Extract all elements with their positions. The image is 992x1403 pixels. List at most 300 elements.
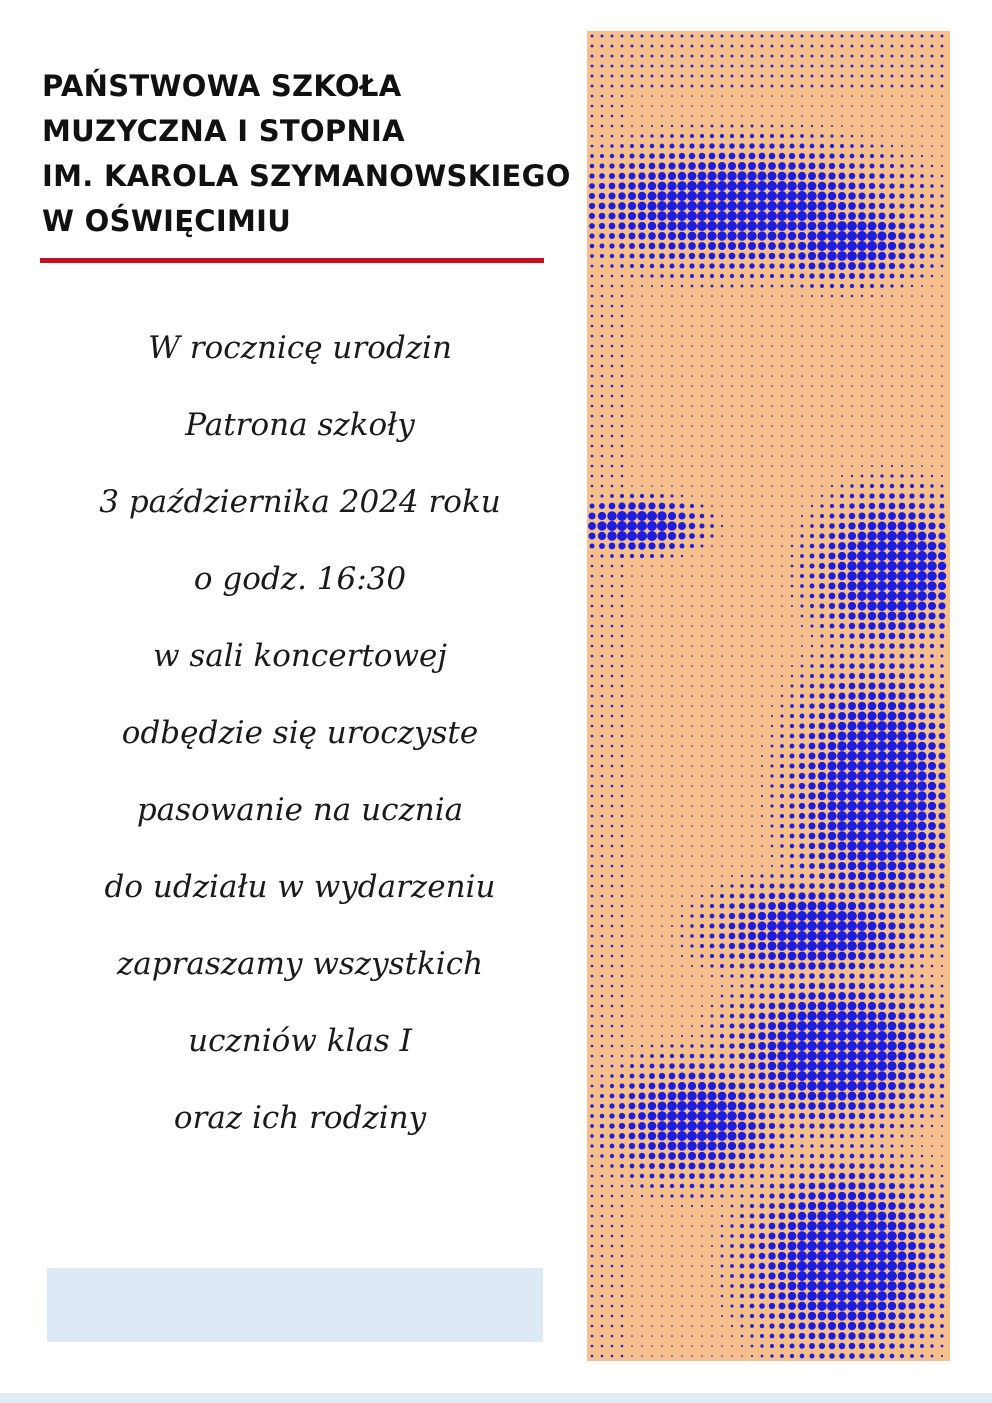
halftone-dot [687,1111,697,1121]
halftone-dot [691,1265,693,1267]
halftone-dot [877,1301,886,1310]
halftone-dot [711,815,713,817]
halftone-dot [781,295,783,297]
halftone-dot [857,581,867,591]
halftone-dot [651,915,653,917]
halftone-dot [821,445,823,447]
halftone-dot [711,1235,713,1237]
halftone-dot [839,983,846,990]
halftone-dot [691,845,693,847]
halftone-dot [908,1262,916,1270]
halftone-dot [760,1184,764,1188]
halftone-dot [759,1153,765,1159]
halftone-dot [700,134,704,138]
halftone-dot [711,1315,713,1317]
halftone-dot [858,532,867,541]
halftone-dot [899,1333,905,1339]
halftone-dot [899,643,905,649]
halftone-dot [677,1111,687,1121]
halftone-dot [921,395,923,397]
halftone-dot [611,95,614,98]
halftone-dot [770,804,773,807]
halftone-dot [838,532,845,539]
halftone-dot [839,623,845,629]
halftone-dot [611,335,614,338]
halftone-dot [741,305,743,307]
halftone-dot [638,192,647,201]
halftone-dot [711,305,713,307]
halftone-dot [651,785,653,787]
halftone-dot [641,1205,643,1207]
halftone-dot [619,163,625,169]
halftone-dot [887,761,897,771]
halftone-dot [727,201,737,211]
halftone-dot [751,585,753,587]
halftone-dot [761,765,763,767]
halftone-dot [810,544,815,549]
halftone-dot [681,385,683,387]
halftone-dot [837,1091,846,1100]
halftone-dot [738,1132,746,1140]
halftone-dot [691,125,694,128]
halftone-dot [701,595,703,597]
halftone-dot [668,232,676,240]
halftone-dot [767,181,777,191]
halftone-dot [781,335,783,337]
halftone-dot [930,1174,933,1177]
halftone-dot [737,221,747,231]
halftone-dot [858,872,866,880]
halftone-dot [761,695,763,697]
halftone-dot [611,875,614,878]
halftone-dot [600,1124,605,1129]
halftone-dot [941,385,943,387]
halftone-dot [858,1092,867,1101]
halftone-dot [601,885,604,888]
halftone-dot [671,125,673,127]
halftone-dot [859,633,865,639]
halftone-dot [941,175,944,178]
halftone-dot [651,1035,653,1037]
halftone-dot [820,144,824,148]
halftone-dot [707,221,717,231]
halftone-dot [641,1045,643,1047]
halftone-dot [900,984,905,989]
halftone-dot [881,95,883,97]
halftone-dot [909,643,914,648]
halftone-dot [818,802,826,810]
halftone-dot [811,655,814,658]
halftone-dot [701,505,704,508]
halftone-dot [878,702,887,711]
halftone-dot [921,125,923,127]
halftone-dot [837,1081,847,1091]
halftone-dot [879,493,885,499]
halftone-dot [877,1241,887,1251]
halftone-dot [820,624,824,628]
halftone-dot [641,735,643,737]
halftone-dot [681,925,684,928]
halftone-dot [691,385,693,387]
halftone-dot [810,1144,813,1147]
school-name-line-3: IM. KAROLA SZYMANOWSKIEGO [42,159,571,193]
halftone-dot [899,953,904,958]
halftone-dot [789,1333,795,1339]
halftone-dot [611,115,614,118]
halftone-dot [621,865,624,868]
halftone-dot [838,712,846,720]
halftone-dot [741,115,743,117]
halftone-dot [861,455,863,457]
halftone-dot [809,1163,814,1168]
halftone-dot [867,1041,877,1051]
halftone-dot [939,833,946,840]
halftone-dot [711,125,714,128]
halftone-dot [719,933,725,939]
halftone-dot [679,1163,686,1170]
halftone-dot [641,1215,643,1217]
halftone-dot [790,274,794,278]
halftone-dot [631,1285,633,1287]
halftone-dot [601,595,604,598]
halftone-dot [938,772,945,779]
halftone-dot [690,1194,693,1197]
halftone-dot [940,234,944,238]
halftone-dot [941,975,943,977]
halftone-dot [711,1245,713,1247]
halftone-dot [721,345,723,347]
halftone-dot [900,974,904,978]
halftone-dot [729,1063,734,1068]
halftone-dot [837,1201,846,1210]
halftone-dot [741,615,743,617]
halftone-dot [901,115,903,117]
halftone-dot [828,1322,836,1330]
halftone-dot [641,335,643,337]
halftone-dot [930,954,933,957]
halftone-dot [651,895,653,897]
halftone-dot [611,1255,614,1258]
halftone-dot [739,893,744,898]
halftone-dot [828,562,835,569]
halftone-dot [661,405,663,407]
halftone-dot [601,135,604,138]
halftone-dot [831,85,834,88]
halftone-dot [621,1325,624,1328]
halftone-dot [939,1043,944,1048]
halftone-dot [771,645,773,647]
halftone-dot [781,345,783,347]
halftone-dot [639,1163,644,1168]
halftone-dot [691,1005,693,1007]
halftone-dot [801,305,803,307]
halftone-dot [831,335,833,337]
halftone-dot [797,211,807,221]
halftone-dot [711,585,713,587]
halftone-dot [801,525,804,528]
halftone-dot [811,385,813,387]
halftone-dot [857,1281,867,1291]
halftone-dot [940,914,943,917]
halftone-dot [880,484,884,488]
halftone-dot [838,592,846,600]
halftone-dot [610,144,613,147]
halftone-dot [751,765,753,767]
halftone-dot [911,285,913,287]
halftone-dot [841,85,844,88]
halftone-dot [671,635,673,637]
halftone-dot [831,325,833,327]
halftone-dot [848,542,857,551]
halftone-dot [849,663,855,669]
halftone-dot [920,944,925,949]
halftone-dot [758,1052,766,1060]
halftone-dot [670,1044,673,1047]
halftone-dot [919,673,924,678]
halftone-dot [689,1173,695,1179]
halftone-dot [871,105,873,107]
halftone-dot [879,643,885,649]
halftone-dot [771,415,773,417]
halftone-dot [871,395,873,397]
halftone-dot [691,1315,693,1317]
halftone-dot [760,1194,765,1199]
halftone-dot [921,105,923,107]
halftone-dot [761,515,763,517]
halftone-dot [908,612,917,621]
halftone-dot [631,105,633,107]
halftone-dot [791,105,793,107]
halftone-dot [819,683,824,688]
halftone-dot [749,263,754,268]
halftone-dot [727,1131,736,1140]
halftone-dot [691,1215,693,1217]
halftone-dot [601,895,604,898]
halftone-dot [779,1193,785,1199]
halftone-dot [928,532,936,540]
halftone-dot [828,752,837,761]
halftone-dot [921,115,923,117]
halftone-dot [760,974,765,979]
halftone-dot [681,65,684,68]
halftone-dot [821,115,823,117]
halftone-dot [898,1232,907,1241]
halftone-dot [761,835,763,837]
halftone-dot [729,943,735,949]
halftone-dot [907,731,916,740]
halftone-dot [601,1205,604,1208]
halftone-dot [820,634,823,637]
halftone-dot [867,601,877,611]
halftone-dot [790,864,794,868]
halftone-dot [929,693,935,699]
halftone-dot [930,204,934,208]
halftone-dot [671,965,673,967]
halftone-dot [869,973,874,978]
halftone-dot [761,855,763,857]
halftone-dot [798,1102,805,1109]
halftone-dot [651,95,653,97]
halftone-dot [840,494,844,498]
halftone-dot [889,1173,895,1179]
halftone-dot [919,693,925,699]
halftone-dot [891,45,894,48]
halftone-dot [657,1111,667,1121]
halftone-dot [779,883,784,888]
halftone-dot [751,545,753,547]
halftone-dot [681,455,683,457]
halftone-dot [657,191,666,200]
halftone-dot [847,1011,857,1021]
halftone-dot [867,1261,877,1271]
halftone-dot [641,1255,643,1257]
halftone-dot [741,535,743,537]
halftone-dot [711,1005,714,1008]
halftone-dot [761,555,763,557]
halftone-dot [837,1251,847,1261]
halftone-dot [919,503,925,509]
halftone-dot [631,895,633,897]
halftone-dot [931,975,933,977]
halftone-dot [901,325,903,327]
halftone-dot [601,125,604,128]
halftone-dot [611,705,614,708]
halftone-dot [871,405,873,407]
halftone-dot [871,95,873,97]
halftone-dot [769,1113,775,1119]
halftone-dot [929,1033,935,1039]
halftone-dot [601,805,604,808]
halftone-dot [778,242,786,250]
halftone-dot [869,653,874,658]
halftone-dot [887,571,897,581]
halftone-dot [741,395,743,397]
halftone-dot [828,192,837,201]
halftone-dot [758,1122,765,1129]
halftone-dot [887,751,897,761]
halftone-dot [721,845,723,847]
halftone-dot [839,1163,845,1169]
halftone-dot [641,305,643,307]
halftone-dot [751,825,753,827]
halftone-dot [611,285,614,288]
halftone-dot [761,715,763,717]
halftone-dot [711,1215,713,1217]
halftone-dot [701,435,703,437]
halftone-dot [688,1152,696,1160]
halftone-dot [741,1345,743,1347]
halftone-dot [878,1312,886,1320]
halftone-dot [629,173,636,180]
halftone-dot [801,325,803,327]
halftone-dot [769,1123,775,1129]
halftone-dot [921,315,923,317]
halftone-dot [910,1154,913,1157]
halftone-dot [651,425,653,427]
halftone-dot [659,243,666,250]
halftone-dot [890,164,894,168]
halftone-dot [609,503,616,510]
halftone-dot [878,912,886,920]
halftone-dot [867,1031,877,1041]
halftone-dot [910,174,914,178]
halftone-dot [819,533,824,538]
halftone-dot [801,625,803,627]
halftone-dot [618,192,626,200]
halftone-dot [601,275,604,278]
halftone-dot [899,263,905,269]
halftone-dot [931,1135,933,1137]
halftone-dot [791,495,793,497]
halftone-dot [651,675,653,677]
halftone-dot [857,241,867,251]
halftone-dot [678,242,685,249]
halftone-dot [661,575,663,577]
halftone-dot [681,125,684,128]
halftone-dot [711,325,713,327]
halftone-dot [851,345,853,347]
halftone-dot [817,241,827,251]
halftone-dot [631,75,634,78]
halftone-dot [609,183,616,190]
halftone-dot [601,1295,604,1298]
halftone-dot [611,125,614,128]
halftone-dot [611,1055,614,1058]
halftone-dot [739,1153,746,1160]
halftone-dot [768,1232,775,1239]
halftone-dot [851,85,854,88]
halftone-dot [821,405,823,407]
halftone-dot [880,164,885,169]
halftone-dot [741,335,743,337]
halftone-dot [691,475,693,477]
halftone-dot [770,134,774,138]
halftone-dot [827,1221,837,1231]
halftone-dot [861,385,863,387]
halftone-dot [848,602,856,610]
halftone-dot [691,715,693,717]
halftone-dot [878,1202,886,1210]
halftone-dot [939,713,945,719]
halftone-dot [681,1255,683,1257]
halftone-dot [901,465,903,467]
halftone-dot [691,785,693,787]
halftone-dot [591,1325,594,1328]
halftone-dot [681,565,683,567]
halftone-dot [821,455,823,457]
halftone-dot [908,1282,916,1290]
halftone-dot [631,275,634,278]
halftone-dot [721,665,723,667]
halftone-dot [621,775,624,778]
halftone-dot [911,345,913,347]
halftone-dot [609,163,614,168]
halftone-dot [918,752,927,761]
halftone-dot [887,841,897,851]
halftone-dot [929,1243,935,1249]
halftone-dot [641,925,643,927]
halftone-dot [897,761,907,771]
halftone-dot [801,345,803,347]
halftone-dot [761,745,763,747]
halftone-dot [941,1345,944,1348]
halftone-dot [701,1015,703,1017]
halftone-dot [641,665,643,667]
halftone-dot [918,512,925,519]
halftone-dot [861,345,863,347]
halftone-dot [817,1281,827,1291]
halftone-dot [630,264,634,268]
